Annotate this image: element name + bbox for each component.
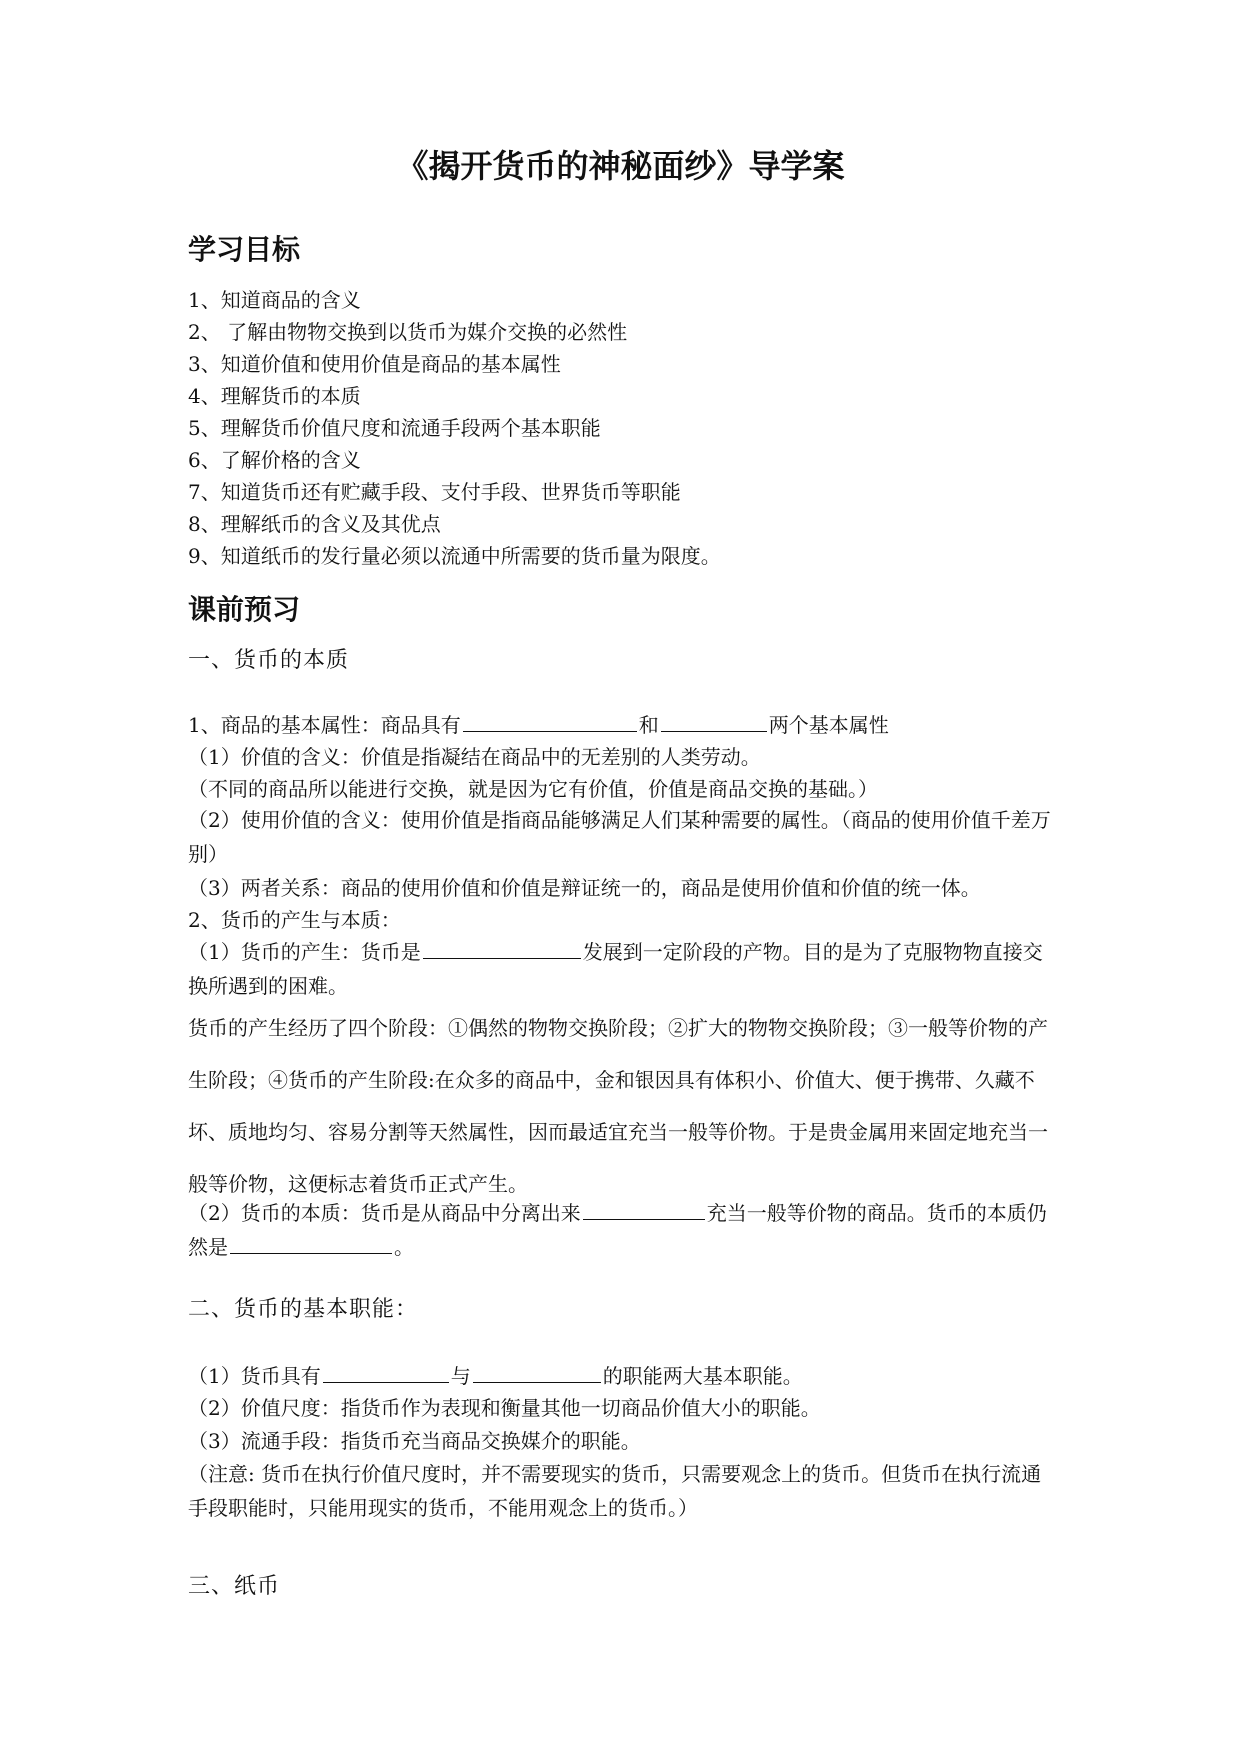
- fill-blank[interactable]: [463, 709, 637, 732]
- money-origin-text-b: 发展到一定阶段的产物。目的是为了克服物物直接交换所遇到的困难。: [188, 940, 1043, 998]
- question-2: 2、货币的产生与本质：: [188, 908, 401, 932]
- circulation-text: （3）流通手段：指货币充当商品交换媒介的职能。: [188, 1429, 641, 1453]
- question-1-text-a: 1、商品的基本属性：商品具有: [188, 713, 461, 737]
- preview-heading: 课前预习: [188, 593, 301, 626]
- objective-item: 9、知道纸币的发行量必须以流通中所需要的货币量为限度。: [188, 544, 721, 568]
- relation-text: （3）两者关系：商品的使用价值和价值是辩证统一的，商品是使用价值和价值的统一体。: [188, 876, 981, 900]
- section2-heading: 二、货币的基本职能：: [188, 1297, 419, 1322]
- objective-item: 6、了解价格的含义: [188, 448, 361, 472]
- fill-blank[interactable]: [473, 1360, 601, 1383]
- fill-blank[interactable]: [583, 1197, 705, 1220]
- objective-item: 4、理解货币的本质: [188, 384, 361, 408]
- basic-functions-text-c: 的职能两大基本职能。: [602, 1364, 803, 1388]
- money-essence-text-c: 。: [394, 1235, 414, 1259]
- objective-item: 7、知道货币还有贮藏手段、支付手段、世界货币等职能: [188, 480, 681, 504]
- basic-functions-text-b: 与: [450, 1364, 471, 1388]
- value-measure-text: （2）价值尺度：指货币作为表现和衡量其他一切商品价值大小的职能。: [188, 1396, 821, 1420]
- money-stages-text: 货币的产生经历了四个阶段：①偶然的物物交换阶段；②扩大的物物交换阶段；③一般等价物的产生阶段；④货币的产生阶段:在众多的商品中，金和银因具有体积小、价值大、便于携带、久藏不坏、质地均匀、容易分割等天然属性，因而最适宜充当一般等价物。于是贵金属用来固定地充当一般等价物，这便标志着货币正式产生。: [188, 1016, 1048, 1196]
- objective-item: 1、知道商品的含义: [188, 288, 361, 312]
- fill-blank[interactable]: [661, 709, 767, 732]
- objective-item: 3、知道价值和使用价值是商品的基本属性: [188, 352, 561, 376]
- basic-functions-question: [188, 1360, 803, 1391]
- use-value-definition: （2）使用价值的含义：使用价值是指商品能够满足人们某种需要的属性。（商品的使用价值千差万别）: [188, 808, 1051, 866]
- objective-item: 8、理解纸币的含义及其优点: [188, 512, 441, 536]
- question-1: [188, 709, 889, 740]
- question-1-text-c: 两个基本属性: [768, 713, 889, 737]
- fill-blank[interactable]: [423, 936, 581, 959]
- objectives-heading: 学习目标: [188, 233, 301, 266]
- document-title: 《揭开货币的神秘面纱》导学案: [396, 147, 845, 185]
- money-origin-text: [188, 935, 1058, 1003]
- value-definition: （1）价值的含义：价值是指凝结在商品中的无差别的人类劳动。: [188, 745, 761, 769]
- question-1-text-b: 和: [638, 713, 659, 737]
- value-note: （不同的商品所以能进行交换，就是因为它有价值，价值是商品交换的基础。）: [188, 777, 878, 801]
- section3-heading: 三、纸币: [188, 1574, 281, 1599]
- money-essence-text-a: （2）货币的本质：货币是从商品中分离出来: [188, 1201, 581, 1225]
- objective-item: 5、理解货币价值尺度和流通手段两个基本职能: [188, 416, 601, 440]
- money-origin-text-a: （1）货币的产生：货币是: [188, 940, 421, 964]
- fill-blank[interactable]: [323, 1360, 449, 1383]
- fill-blank[interactable]: [230, 1231, 392, 1254]
- basic-functions-text-a: （1）货币具有: [188, 1364, 321, 1388]
- money-essence-text: [188, 1196, 1058, 1264]
- money-essence-text-b: 充当一般等价物的商品。货币的本质仍然是: [188, 1201, 1047, 1259]
- section1-heading: 一、货币的本质: [188, 648, 350, 673]
- objective-item: 2、 了解由物物交换到以货币为媒介交换的必然性: [188, 320, 628, 344]
- attention-note: （注意: 货币在执行价值尺度时，并不需要现实的货币，只需要观念上的货币。但货币在执行流通手段职能时，只能用现实的货币，不能用观念上的货币。）: [188, 1462, 1042, 1520]
